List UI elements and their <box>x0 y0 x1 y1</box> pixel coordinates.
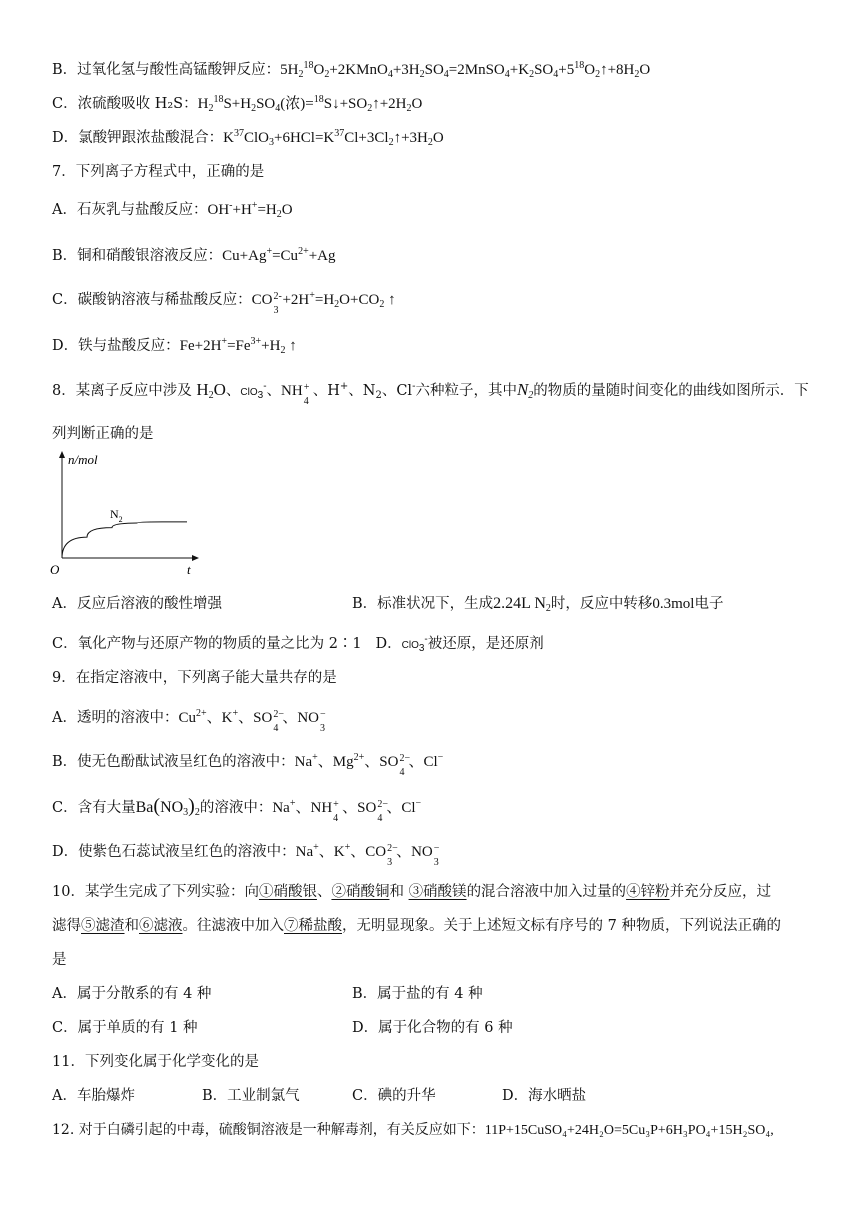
q8-option-c-d <box>52 634 544 656</box>
q9-option-b-label: B．使无色酚酞试液呈红色的溶液中： <box>52 754 295 770</box>
q9-option-c-part2: 的溶液中： <box>199 800 273 816</box>
q8-n2-time-chart <box>44 448 204 578</box>
q6-b-equation: $5H_2^{18}O_2+2KMnO_4+3H_2SO_4=2MnSO_4+K_2SO_4+5^{18}O_2↑+8H_2O$ <box>280 60 651 80</box>
q9-option-c-part1: C．含有大量 <box>52 800 136 816</box>
y-axis-arrow <box>59 451 65 458</box>
q9-c-ions: Na+、NH + 4 、SO 2− 4 、Cl− <box>272 798 422 824</box>
q10-item-1: ①硝酸银 <box>258 884 317 900</box>
y-axis-label: n/mol <box>68 452 98 467</box>
q8-stem-part3: 的物质的量随时间变化的曲线如图所示．下 <box>533 383 809 399</box>
q7-option-a <box>52 200 293 220</box>
x-axis-label: t <box>187 562 191 577</box>
q10-text: 滤得 <box>52 918 81 934</box>
q8-d-clo3: ClO$_3$- <box>401 634 428 654</box>
q8-stem-part2: 六种粒子，其中 <box>415 383 517 399</box>
q10-item-2: ②硝酸铜 <box>331 884 390 900</box>
q8-option-c: C．氧化产物与还原产物的物质的量之比为 2∶1 <box>52 636 362 652</box>
q8-option-b-part2: 时，反应中转移 <box>550 596 653 612</box>
q6-option-d-label: D．氯酸钾跟浓盐酸混合： <box>52 130 224 146</box>
n2-curve <box>62 522 187 558</box>
q7-option-c <box>52 290 396 316</box>
q9-option-b <box>52 752 444 778</box>
q8-nh4: NH + 4 <box>281 381 310 407</box>
q12-equation: 11P+15CuSO₄+24H₂O=5Cu₃P+6H₃PO₄+15H₂SO₄, <box>484 1123 774 1138</box>
q7-option-b-label: B．铜和硝酸银溶液反应： <box>52 248 223 264</box>
q8-stem-line2: 列判断正确的是 <box>52 426 154 442</box>
q12-stem <box>52 1120 774 1141</box>
q6-option-d <box>52 128 444 148</box>
q6-option-c-label: C．浓硫酸吸收 H₂S： <box>52 96 198 112</box>
q10-text: ，无明显现象。关于上述短文标有序号的 7 种物质，下列说法正确的 <box>342 918 781 934</box>
q10-option-c: C．属于单质的有 1 种 <box>52 1020 198 1036</box>
q8-stem-part1: 8．某离子反应中涉及 <box>52 383 192 399</box>
q7-a-equation: $OH^-+H^+=H_2O$ <box>207 200 293 220</box>
q7-option-c-label: C．碳酸钠溶液与稀盐酸反应： <box>52 292 252 308</box>
q9-option-a-label: A．透明的溶液中： <box>52 710 179 726</box>
q8-option-d-prefix: D． <box>375 636 402 652</box>
q11-option-a: A．车胎爆炸 <box>52 1088 135 1104</box>
q8-clo3-small: ClO$_3$- <box>240 381 267 401</box>
q9-stem: 9．在指定溶液中，下列离子能大量共存的是 <box>52 670 337 686</box>
q10-sep: 、 <box>316 884 332 900</box>
q6-option-b <box>52 60 650 80</box>
x-axis-arrow <box>192 555 199 561</box>
q7-stem: 7．下列离子方程式中，正确的是 <box>52 164 265 180</box>
q8-stem: 8．某离子反应中涉及 $H_2O$、ClO$_3$-、NH + 4 、H+、$N_2$、Cl-六种粒子，其中$N_2$的物质的量随时间变化的曲线如图所示．下 <box>52 380 809 407</box>
q9-b-ions: Na+、$Mg^{2+}$、SO 2− 4 、Cl− <box>294 752 444 778</box>
q8-option-b-part1: B．标准状况下，生成 <box>352 596 494 612</box>
q10-option-b: B．属于盐的有 4 种 <box>352 986 483 1002</box>
q10-stem-line1 <box>52 882 771 902</box>
q11-option-b: B．工业制氯气 <box>202 1088 300 1104</box>
q9-a-ions: $Cu^{2+}$、K+、SO 2− 4 、NO − 3 <box>178 708 326 734</box>
q8-b-volume: 2.24L $N_2$ <box>493 595 551 614</box>
q8-option-a: A．反应后溶液的酸性增强 <box>52 596 222 612</box>
q9-option-a <box>52 708 329 734</box>
q10-text: 10．某学生完成了下列实验：向 <box>52 884 259 900</box>
q10-text: 的混合溶液中加入过量的 <box>466 884 627 900</box>
q11-option-d: D．海水晒盐 <box>502 1088 587 1104</box>
q10-item-4: ④锌粉 <box>626 884 670 900</box>
q8-option-d-text: 被还原，是还原剂 <box>427 636 544 652</box>
q10-item-3: ③硝酸镁 <box>408 884 467 900</box>
q7-d-equation: $Fe+2H^+=Fe^{3+}+H_2$ ↑ <box>179 336 297 356</box>
n2-series-label: $N_2$ <box>110 507 123 524</box>
q10-stem-line3: 是 <box>52 952 67 968</box>
q8-option-b-part3: 电子 <box>694 596 724 612</box>
q6-option-b-label: B．过氧化氢与酸性高锰酸钾反应： <box>52 62 281 78</box>
q7-b-equation: $Cu+Ag^+=Cu^{2+}+Ag$ <box>222 246 336 264</box>
q9-d-ions: Na+、K+、CO 2− 3 、NO − 3 <box>295 842 440 868</box>
q10-item-7: ⑦稀盐酸 <box>284 918 342 934</box>
q9-option-d <box>52 842 443 868</box>
q11-option-c: C．碘的升华 <box>352 1088 436 1104</box>
q8-b-mol: 0.3mol <box>652 596 695 612</box>
q11-stem: 11．下列变化属于化学变化的是 <box>52 1054 259 1070</box>
q8-n2-italic: $N_2$ <box>516 380 534 401</box>
q9-c-compound: $Ba(NO_3)_2$ <box>135 795 200 818</box>
q10-item-6: ⑥滤液 <box>139 918 183 934</box>
q7-c-equation: CO 2- 3 $+2H^+=H_2O+CO_2$ ↑ <box>251 290 396 316</box>
origin-label: O <box>50 562 60 577</box>
q10-text: 并充分反应，过 <box>669 884 772 900</box>
q7-option-d-label: D．铁与盐酸反应： <box>52 338 180 354</box>
q9-option-c <box>52 795 422 824</box>
q10-text: 。往滤液中加入 <box>182 918 284 934</box>
q7-option-d <box>52 336 297 356</box>
q10-item-5: ⑤滤渣 <box>81 918 125 934</box>
q7-option-b <box>52 246 336 266</box>
q10-stem-line2 <box>52 916 781 936</box>
q10-option-a: A．属于分散系的有 4 种 <box>52 986 212 1002</box>
q10-option-d: D．属于化合物的有 6 种 <box>352 1020 513 1036</box>
q10-text: 和 <box>389 884 409 900</box>
q12-stem-text: 12. 对于白磷引起的中毒，硫酸铜溶液是一种解毒剂，有关反应如下： <box>52 1122 485 1138</box>
q8-species-list: $H_2O$ <box>196 380 226 401</box>
q7-option-a-label: A．石灰乳与盐酸反应： <box>52 202 208 218</box>
q9-option-d-label: D．使紫色石蕊试液呈红色的溶液中： <box>52 844 296 860</box>
q6-d-equation: $K^{37}ClO_3+6HCl=K^{37}Cl+3Cl_2↑+3H_2O$ <box>223 128 444 148</box>
q6-option-c <box>52 94 422 114</box>
q10-text: 和 <box>124 918 139 934</box>
q6-c-equation: $H_2^{18}S+H_2SO_4$(浓)$=^{18}S↓+SO_2↑+2H_2O$ <box>197 94 423 114</box>
q8-option-b <box>352 594 723 614</box>
